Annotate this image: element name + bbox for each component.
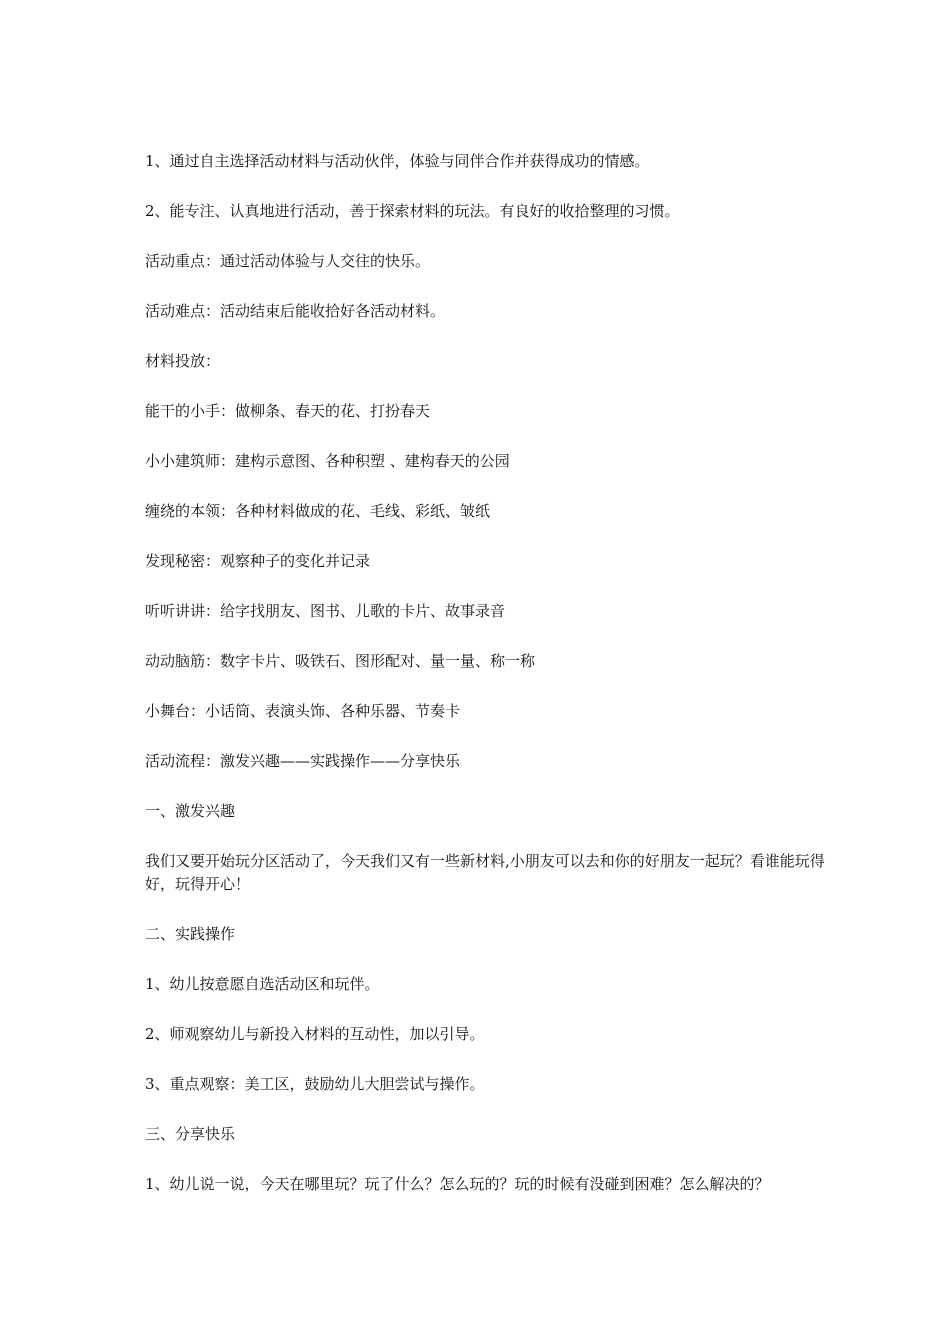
paragraph-interest-text: 我们又要开始玩分区活动了，今天我们又有一些新材料,小朋友可以去和你的好朋友一起玩？看谁能玩得好，玩得开心！ bbox=[145, 852, 825, 893]
paragraph-material-stage: 小舞台：小话筒、表演头饰、各种乐器、节奏卡 bbox=[145, 702, 461, 720]
paragraph-material-discovery: 发现秘密：观察种子的变化并记录 bbox=[145, 552, 371, 570]
section-heading-sharing: 三、分享快乐 bbox=[145, 1125, 236, 1143]
paragraph-practice-3: 3、重点观察：美工区，鼓励幼儿大胆尝试与操作。 bbox=[145, 1075, 485, 1093]
paragraph-material-handwork: 能干的小手：做柳条、春天的花、打扮春天 bbox=[145, 402, 431, 420]
paragraph-goal-1: 1、通过自主选择活动材料与活动伙伴，体验与同伴合作并获得成功的情感。 bbox=[145, 152, 650, 170]
paragraph-materials-heading: 材料投放： bbox=[145, 352, 221, 370]
paragraph-material-thinking: 动动脑筋：数字卡片、吸铁石、图形配对、量一量、称一称 bbox=[145, 652, 536, 670]
paragraph-difficulty: 活动难点：活动结束后能收拾好各活动材料。 bbox=[145, 302, 446, 320]
paragraph-sharing-1: 1、幼儿说一说，今天在哪里玩？玩了什么？怎么玩的？玩的时候有没碰到困难？怎么解决的？ bbox=[145, 1175, 770, 1193]
paragraph-key-point: 活动重点：通过活动体验与人交往的快乐。 bbox=[145, 252, 431, 270]
section-heading-interest: 一、激发兴趣 bbox=[145, 802, 236, 820]
paragraph-practice-1: 1、幼儿按意愿自选活动区和玩伴。 bbox=[145, 975, 380, 993]
paragraph-activity-flow: 活动流程：激发兴趣——实践操作——分享快乐 bbox=[145, 752, 461, 770]
paragraph-material-builder: 小小建筑师：建构示意图、各种积塑 、建构春天的公园 bbox=[145, 452, 510, 470]
section-heading-practice: 二、实践操作 bbox=[145, 925, 236, 943]
paragraph-practice-2: 2、师观察幼儿与新投入材料的互动性，加以引导。 bbox=[145, 1025, 485, 1043]
paragraph-material-winding: 缠绕的本领：各种材料做成的花、毛线、彩纸、皱纸 bbox=[145, 502, 491, 520]
paragraph-goal-2: 2、能专注、认真地进行活动，善于探索材料的玩法。有良好的收拾整理的习惯。 bbox=[145, 202, 680, 220]
paragraph-material-listening: 听听讲讲：给字找朋友、图书、儿歌的卡片、故事录音 bbox=[145, 602, 506, 620]
document-body bbox=[145, 150, 827, 1223]
